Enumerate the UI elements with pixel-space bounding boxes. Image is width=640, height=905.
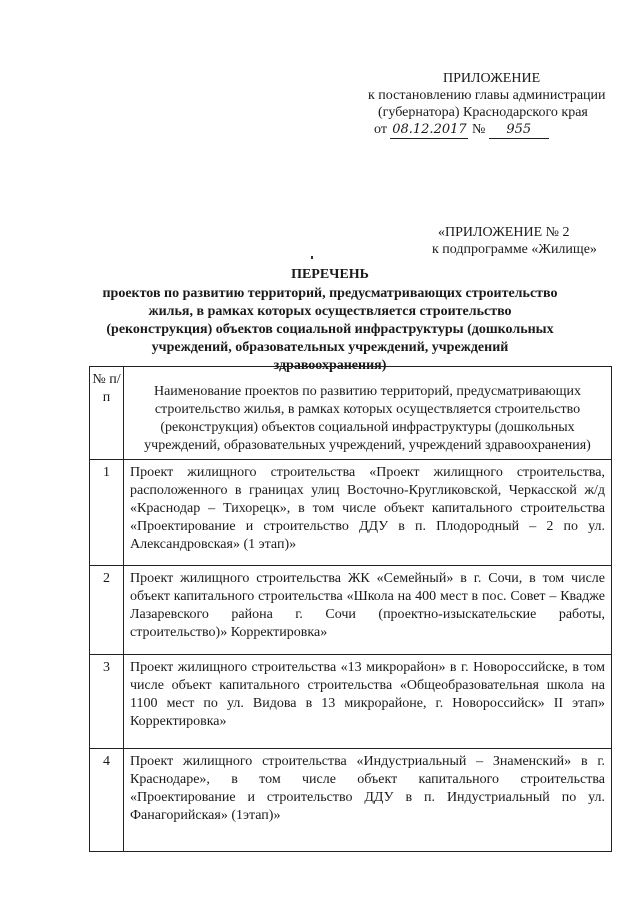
appendix-block [368, 70, 618, 139]
header-num: № п/п [90, 367, 124, 460]
appendix-date-line [368, 121, 618, 139]
table-row [90, 655, 612, 749]
appendix-title: ПРИЛОЖЕНИЕ [443, 71, 541, 86]
row-num: 2 [90, 566, 124, 655]
appendix-line-1: к постановлению главы администрации [368, 88, 606, 103]
appendix-from-prefix: от [374, 122, 387, 137]
row-num: 3 [90, 655, 124, 749]
row-text: Проект жилищного строительства «13 микрорайон» в г. Новороссийске, в том числе объект капитального строительства «Общеобразовательная школа на 1100 мест по ул. Видова в 13 микрорайоне, г. Новороссийск» II этап» Корректировка» [124, 655, 612, 749]
header-name: Наименование проектов по развитию территорий, предусматривающих строительство жилья, в рамках которых осуществляется строительство (реконструкция) объектов социальной инфраструктуры (дошкольных учреждений, образовательных учреждений, учреждений здравоохранения) [124, 367, 612, 460]
appendix-date: 08.12.2017 [392, 122, 467, 137]
appendix-number: 955 [489, 121, 549, 139]
appendix-line-2: (губернатора) Краснодарского края [378, 105, 588, 120]
row-text: Проект жилищного строительства «Проект жилищного строительства, расположенного в границах улиц Восточно-Кругликовской, Черкасской ж/д «Краснодар – Тихорецк», в том числе объект капитального строительства «Проектирование и строительство ДДУ в п. Плодородный – 2 по ул. Александровская» (1 этап)» [124, 460, 612, 566]
appendix2-subtitle: к подпрограмме «Жилище» [432, 242, 597, 257]
document-subtitle: проектов по развитию территорий, предусматривающих строительство жилья, в рамках которых осуществляется строительство (реконструкция) объектов социальной инфраструктуры (дошкольных учреждений, образовательных учреждений, учреждений здравоохранения) [102, 286, 558, 373]
table-row [90, 566, 612, 655]
row-text: Проект жилищного строительства ЖК «Семейный» в г. Сочи, в том числе объект капитального строительства «Школа на 400 мест в пос. Совет – Квадже Лазаревского района г. Сочи (проектно-изыскательские работы, строительство)» Корректировка» [124, 566, 612, 655]
row-num: 1 [90, 460, 124, 566]
document-title: ПЕРЕЧЕНЬ [291, 267, 369, 282]
appendix2-block [420, 224, 630, 258]
table-row [90, 460, 612, 566]
table-header-row [90, 367, 612, 460]
row-num: 4 [90, 749, 124, 852]
row-text: Проект жилищного строительства «Индустриальный – Знаменский» в г. Краснодаре», в том числе объект капитального строительства «Проектирование и строительство ДДУ в п. Индустриальный по ул. Фанагорийская» (1этап)» [124, 749, 612, 852]
projects-table [89, 366, 612, 852]
stray-mark [311, 256, 313, 259]
appendix-number-prefix: № [471, 122, 486, 137]
appendix2-title: «ПРИЛОЖЕНИЕ № 2 [438, 225, 570, 240]
table-row [90, 749, 612, 852]
